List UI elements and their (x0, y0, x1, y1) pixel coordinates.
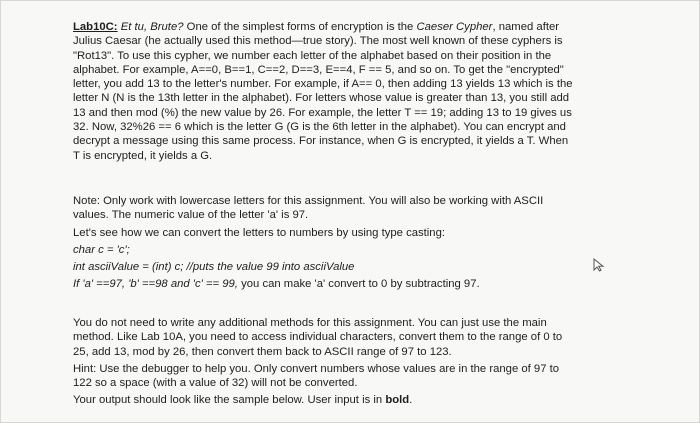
intro-paragraph (73, 20, 673, 163)
intro-line: 32. Now, 32%26 == 6 which is the letter G (G is the 6th letter in the alphabet). You can encrypt and (73, 121, 566, 134)
code-line-subtract: If 'a' ==97, 'b' ==98 and 'c' == 99, you can make 'a' convert to 0 by subtracting 97. (73, 278, 480, 291)
intro-first-line: Lab10C: Et tu, Brute? One of the simplest forms of encryption is the Caeser Cypher, named after (73, 21, 560, 33)
output-instruction-line: Your output should look like the sample below. User input is in bold. (73, 394, 413, 407)
intro-line: "Rot13". To use this cypher, we number each letter of the alphabet based on their position in the (73, 49, 552, 62)
hint-line: Hint: Use the debugger to help you. Only convert numbers whose values are in the range of 97 to (73, 362, 560, 375)
intro-line: alphabet. For example, A==0, B==1, C==2, D==3, E==4, F == 5, and so on. To get the "encrypted" (73, 63, 564, 76)
note-line: Let's see how we can convert the letters to numbers by using type casting: (73, 226, 446, 239)
mouse-pointer-icon (592, 258, 606, 272)
intro-line: letter, you add 13 to the letter's number. For example, if A== 0, then adding 13 yields 13 which is the (73, 78, 573, 91)
hint-line: 122 so a space (with a value of 32) will not be converted. (73, 377, 358, 390)
lab-id: Lab10C: (73, 21, 118, 33)
intro-line: decrypt a message using this same process. For instance, when G is encrypted, it yields a T. When (73, 135, 569, 148)
code-line-cast: int asciiValue = (int) c; //puts the value 99 into asciiValue (73, 261, 355, 274)
instruction-line: 25, add 13, mod by 26, then convert them back to ASCII range of 97 to 123. (73, 345, 452, 358)
note-line: values. The numeric value of the letter 'a' is 97. (73, 209, 309, 222)
note-line: Note: Only work with lowercase letters for this assignment. You will also be working with ASCII (73, 195, 544, 207)
intro-line: 13 and then mod (%) the new value by 26. For example, the letter T == 19; adding 13 to 19 gives us (73, 106, 572, 119)
instructions-paragraph (73, 316, 673, 408)
intro-line: letter N (N is the 13th letter in the alphabet). For letters whose value is greater than 13, you still add (73, 92, 570, 105)
note-paragraph (73, 194, 673, 292)
lab-title: Et tu, Brute? (117, 21, 184, 33)
intro-line: Julius Caesar (he actually used this method—true story). The most well known of these cyphers is (73, 35, 563, 48)
instruction-line: method. Like Lab 10A, you need to access individual characters, convert them to the range of 0 to (73, 331, 563, 344)
cypher-name: Caeser Cypher (416, 21, 493, 33)
code-line-char: char c = 'c'; (73, 243, 130, 256)
instruction-line: You do not need to write any additional methods for this assignment. You can just use the main (73, 317, 547, 329)
intro-line: T is encrypted, it yields a G. (73, 149, 213, 162)
